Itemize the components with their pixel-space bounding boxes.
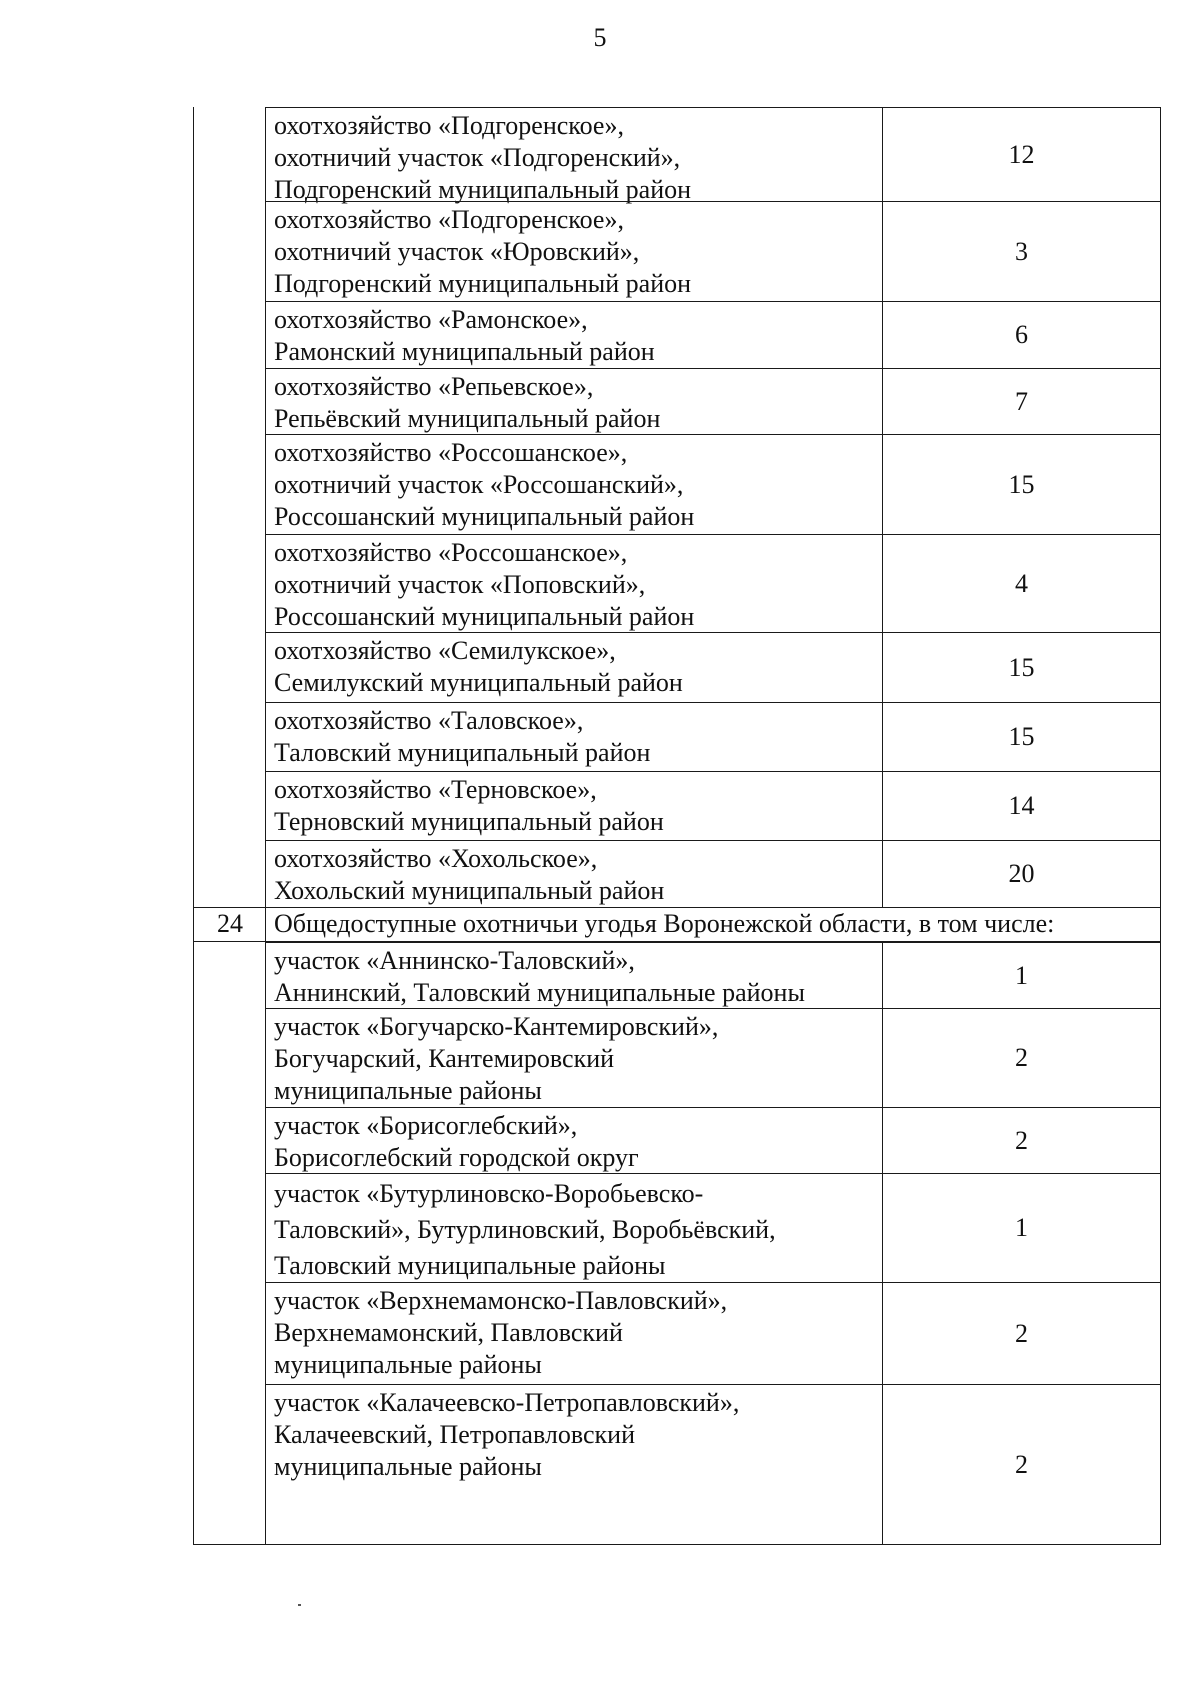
- table-row: [266, 771, 1161, 840]
- table-row: [266, 632, 1161, 702]
- table-row: [266, 434, 1161, 534]
- ground-name: участок «Верхнемамонско-Павловский», Верхнемамонский, Павловский муниципальные районы: [274, 1286, 728, 1379]
- table-row: [266, 201, 1161, 301]
- table-row: [266, 301, 1161, 368]
- ground-name: участок «Борисоглебский», Борисоглебский городской округ: [274, 1111, 639, 1172]
- ground-quantity: 2: [882, 1108, 1161, 1173]
- section-row: [194, 907, 1161, 942]
- ground-quantity: 3: [882, 202, 1161, 301]
- ground-name: охотхозяйство «Таловское», Таловский муниципальный район: [274, 706, 651, 767]
- hunting-grounds-table: [193, 107, 1161, 1545]
- section-right-border: [1160, 908, 1161, 941]
- scan-speck: [298, 1604, 301, 1606]
- table-row: [266, 107, 1161, 204]
- table-row: [266, 534, 1161, 632]
- section-title: Общедоступные охотничьи угодья Воронежской области, в том числе:: [274, 909, 1055, 938]
- ground-name: участок «Богучарско-Кантемировский», Богучарский, Кантемировский муниципальные районы: [274, 1012, 719, 1105]
- ground-quantity: 1: [882, 943, 1161, 1008]
- ground-quantity: 2: [882, 1283, 1161, 1384]
- ground-name: охотхозяйство «Россошанское», охотничий участок «Россошанский», Россошанский муниципальный район: [274, 438, 695, 531]
- table-row: [266, 1282, 1161, 1384]
- table-row: [266, 1008, 1161, 1107]
- ground-quantity: 2: [882, 1009, 1161, 1107]
- ground-quantity: 14: [882, 772, 1161, 840]
- ground-name: охотхозяйство «Хохольское», Хохольский муниципальный район: [274, 844, 665, 905]
- number-column: [194, 107, 266, 1544]
- ground-quantity: 20: [882, 841, 1161, 907]
- section-number: 24: [217, 909, 243, 938]
- table-row: [266, 1107, 1161, 1173]
- ground-name: охотхозяйство «Подгоренское», охотничий участок «Подгоренский», Подгоренский муниципальный район: [274, 111, 692, 204]
- ground-name: участок «Аннинско-Таловский», Аннинский, Таловский муниципальные районы: [274, 946, 805, 1007]
- ground-name: охотхозяйство «Терновское», Терновский муниципальный район: [274, 775, 664, 836]
- ground-quantity: 2: [882, 1385, 1161, 1545]
- ground-quantity: 15: [882, 703, 1161, 771]
- table-row: [266, 1173, 1161, 1282]
- ground-quantity: 15: [882, 633, 1161, 702]
- table-row: [266, 840, 1161, 907]
- page-number: 5: [593, 23, 607, 52]
- table-row: [266, 1384, 1161, 1545]
- ground-name: охотхозяйство «Семилукское», Семилукский муниципальный район: [274, 636, 683, 697]
- ground-name: участок «Бутурлиновско-Воробьевско- Таловский», Бутурлиновский, Воробьёвский, Таловский муниципальные районы: [274, 1179, 776, 1280]
- ground-quantity: 4: [882, 535, 1161, 632]
- ground-name: участок «Калачеевско-Петропавловский», Калачеевский, Петропавловский муниципальные районы: [274, 1388, 740, 1481]
- ground-quantity: 1: [882, 1174, 1161, 1282]
- ground-quantity: 7: [882, 369, 1161, 434]
- table-row: [266, 368, 1161, 434]
- table-row: [266, 942, 1161, 1008]
- ground-quantity: 12: [882, 108, 1161, 201]
- ground-quantity: 15: [882, 435, 1161, 534]
- ground-name: охотхозяйство «Репьевское», Репьёвский муниципальный район: [274, 372, 661, 433]
- ground-quantity: 6: [882, 302, 1161, 368]
- table-row: [266, 702, 1161, 771]
- ground-name: охотхозяйство «Россошанское», охотничий участок «Поповский», Россошанский муниципальный район: [274, 538, 695, 631]
- ground-name: охотхозяйство «Рамонское», Рамонский муниципальный район: [274, 305, 655, 366]
- ground-name: охотхозяйство «Подгоренское», охотничий участок «Юровский», Подгоренский муниципальный район: [274, 205, 692, 298]
